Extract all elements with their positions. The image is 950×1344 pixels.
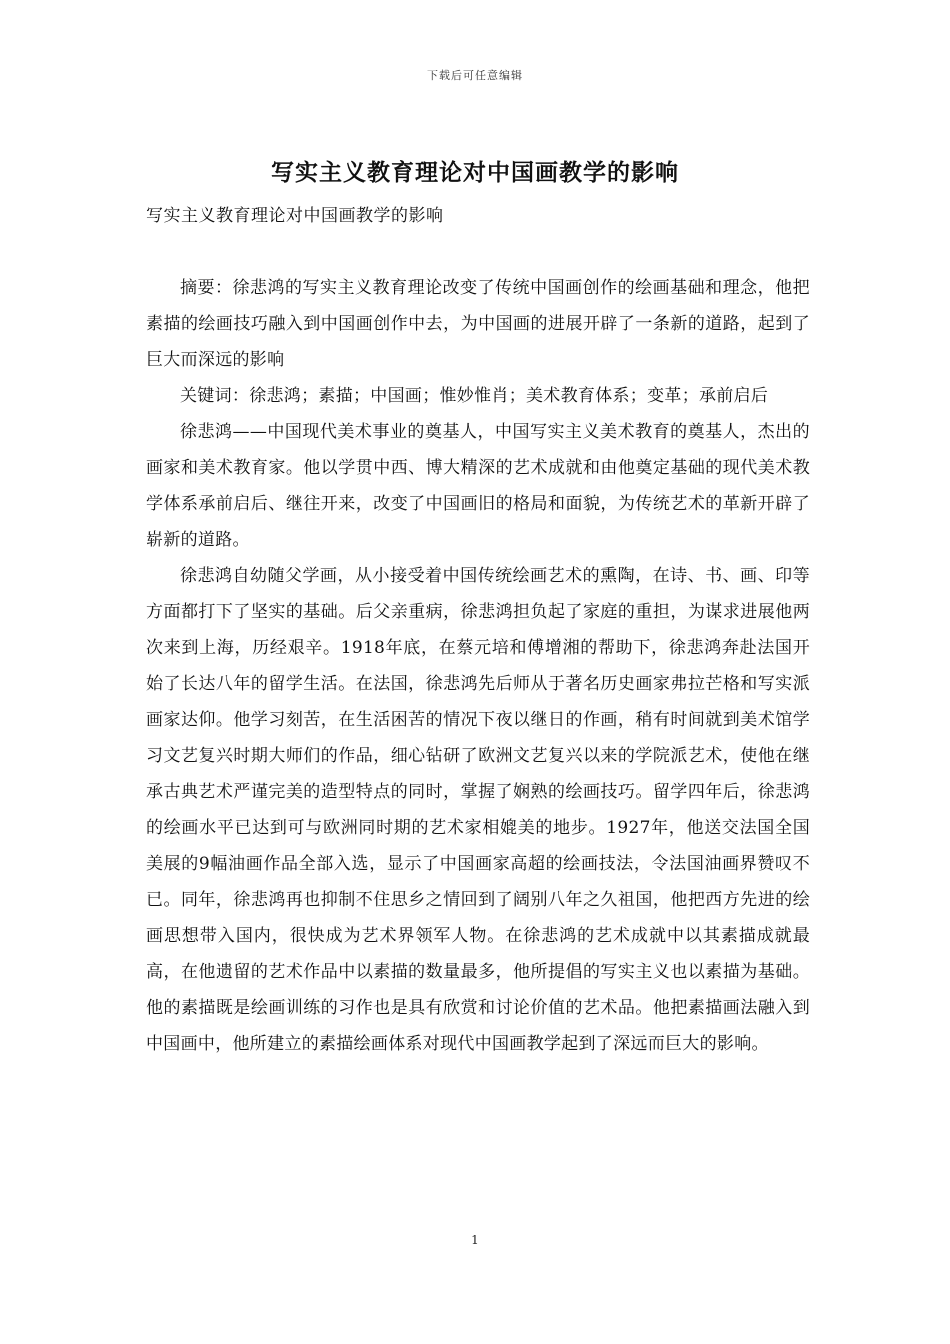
intro-paragraph: 徐悲鸿——中国现代美术事业的奠基人，中国写实主义美术教育的奠基人，杰出的画家和美术教育家。他以学贯中西、博大精深的艺术成就和由他奠定基础的现代美术教学体系承前启后、继往开来，改变了中国画旧的格局和面貌，为传统艺术的革新开辟了崭新的道路。 (146, 422, 810, 550)
document-subtitle: 写实主义教育理论对中国画教学的影响 (146, 206, 444, 226)
keywords-paragraph: 关键词：徐悲鸿；素描；中国画；惟妙惟肖；美术教育体系；变革；承前启后 (180, 386, 769, 406)
page-number: 1 (471, 1233, 479, 1247)
abstract-paragraph: 摘要：徐悲鸿的写实主义教育理论改变了传统中国画创作的绘画基础和理念，他把素描的绘画技巧融入到中国画创作中去，为中国画的进展开辟了一条新的道路，起到了巨大而深远的影响 (146, 278, 810, 370)
biography-paragraph: 徐悲鸿自幼随父学画，从小接受着中国传统绘画艺术的熏陶，在诗、书、画、印等方面都打下了坚实的基础。后父亲重病，徐悲鸿担负起了家庭的重担，为谋求进展他两次来到上海，历经艰辛。1918年底，在蔡元培和傅增湘的帮助下，徐悲鸿奔赴法国开始了长达八年的留学生活。在法国，徐悲鸿先后师从于著名历史画家弗拉芒格和写实派画家达仰。他学习刻苦，在生活困苦的情况下夜以继日的作画，稍有时间就到美术馆学习文艺复兴时期大师们的作品，细心钻研了欧洲文艺复兴以来的学院派艺术，使他在继承古典艺术严谨完美的造型特点的同时，掌握了娴熟的绘画技巧。留学四年后，徐悲鸿的绘画水平已达到可与欧洲同时期的艺术家相媲美的地步。1927年，他送交法国全国美展的9幅油画作品全部入选，显示了中国画家高超的绘画技法，令法国油画界赞叹不已。同年，徐悲鸿再也抑制不住思乡之情回到了阔别八年之久祖国，他把西方先进的绘画思想带入国内，很快成为艺术界领军人物。在徐悲鸿的艺术成就中以其素描成就最高，在他遗留的艺术作品中以素描的数量最多，他所提倡的写实主义也以素描为基础。他的素描既是绘画训练的习作也是具有欣赏和讨论价值的艺术品。他把素描画法融入到中国画中，他所建立的素描绘画体系对现代中国画教学起到了深远而巨大的影响。 (146, 566, 810, 1054)
document-body (146, 270, 810, 1062)
document-title: 写实主义教育理论对中国画教学的影响 (271, 159, 679, 186)
header-note: 下载后可任意编辑 (427, 69, 523, 82)
